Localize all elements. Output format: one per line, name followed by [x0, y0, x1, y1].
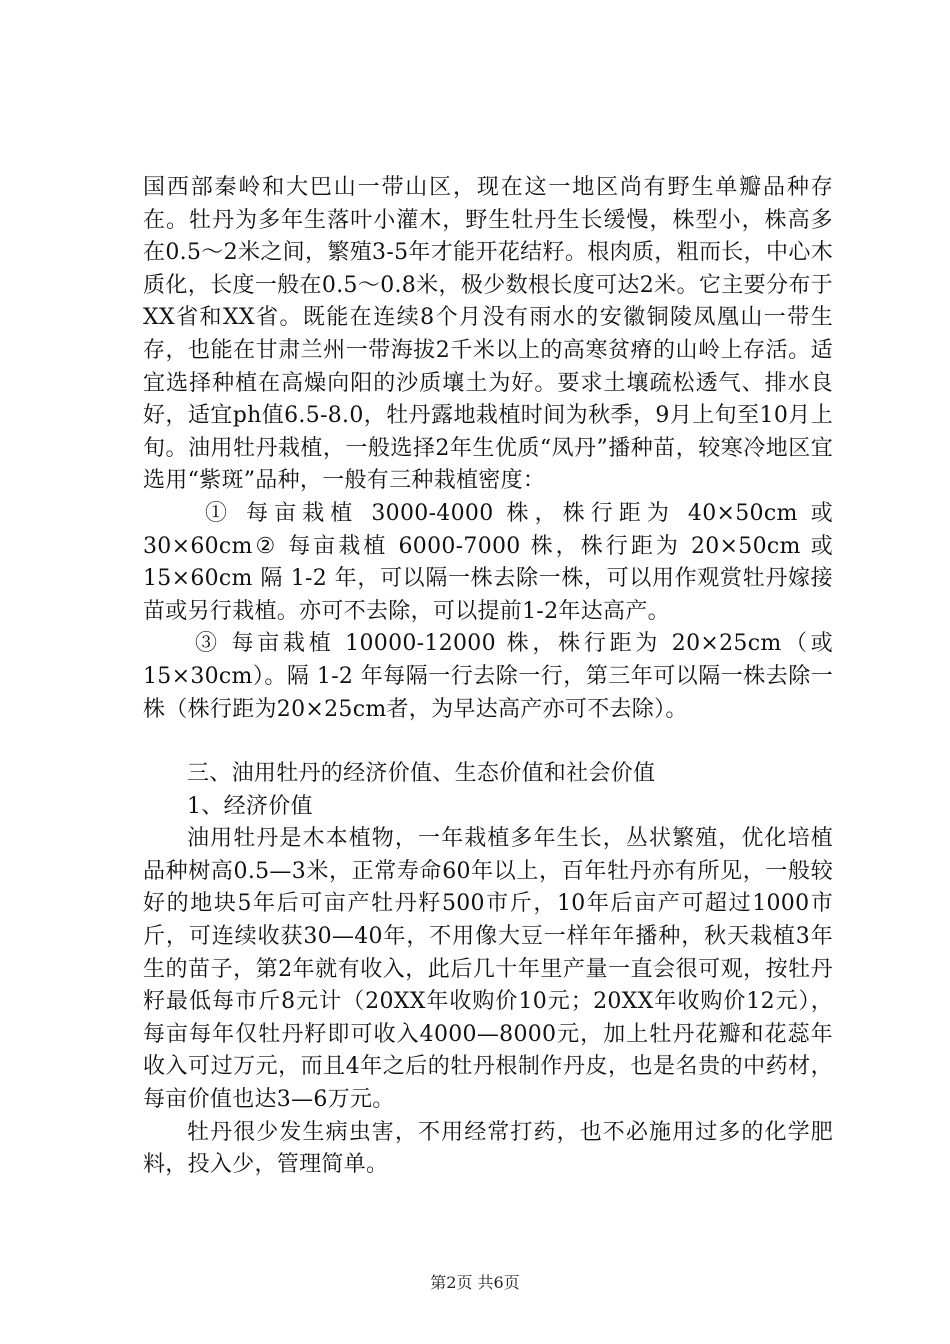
paragraph-cultivation: 国西部秦岭和大巴山一带山区，现在这一地区尚有野生单瓣品种存在。牡丹为多年生落叶小灌木，野生牡丹生长缓慢，株型小，株高多在0.5～2米之间，繁殖3-5年才能开花结籽。根肉质，粗而长，中心木质化，长度一般在0.5～0.8米，极少数根长度可达2米。它主要分布于XX省和XX省。既能在连续8个月没有雨水的安徽铜陵凤凰山一带生存，也能在甘肃兰州一带海拔2千米以上的高寒贫瘠的山岭上存活。适宜选择种植在高燥向阳的沙质壤土为好。要求土壤疏松透气、排水良好，适宜ph值6.5-8.0，牡丹露地栽植时间为秋季，9月上旬至10月上旬。油用牡丹栽植，一般选择2年生优质“凤丹”播种苗，较寒冷地区宜选用“紫斑”品种，一般有三种栽植密度： [143, 175, 833, 494]
paragraph-density-option-3: ③ 每亩栽植 10000-12000 株，株行距为 20×25cm（或 15×30cm）。隔 1-2 年每隔一行去除一行，第三年可以隔一株去除一株（株行距为20×25cm者，为早达高产亦可不去除）。 [143, 631, 833, 722]
page-number-footer: 第2页 共6页 [430, 1273, 520, 1292]
paragraph-economic-value: 油用牡丹是木本植物，一年栽植多年生长，丛状繁殖，优化培植品种树高0.5—3米，正常寿命60年以上，百年牡丹亦有所见，一般较好的地块5年后可亩产牡丹籽500市斤，10年后亩产可超过1000市斤，可连续收获30—40年，不用像大豆一样年年播种，秋天栽植3年生的苗子，第2年就有收入，此后几十年里产量一直会很可观，按牡丹籽最低每市斤8元计（20XX年收购价10元；20XX年收购价12元），每亩每年仅牡丹籽即可收入4000—8000元，加上牡丹花瓣和花蕊年收入可过万元，而且4年之后的牡丹根制作丹皮，也是名贵的中药材，每亩价值也达3—6万元。 [143, 826, 833, 1113]
paragraph-low-input: 牡丹很少发生病虫害，不用经常打药，也不必施用过多的化学肥料，投入少，管理简单。 [143, 1119, 833, 1178]
paragraph-density-options-1-2: ① 每亩栽植 3000-4000 株，株行距为 40×50cm 或 30×60cm② 每亩栽植 6000-7000 株，株行距为 20×50cm 或 15×60cm 隔 1-2 年，可以隔一株去除一株，可以用作观赏牡丹嫁接苗或另行栽植。亦可不去除，可以提前1-2年达高产。 [143, 500, 833, 624]
section-spacer [143, 726, 833, 758]
document-body [143, 172, 833, 1182]
subsection-heading: 1、经济价值 [187, 793, 313, 819]
section-heading: 三、油用牡丹的经济价值、生态价值和社会价值 [187, 761, 656, 787]
